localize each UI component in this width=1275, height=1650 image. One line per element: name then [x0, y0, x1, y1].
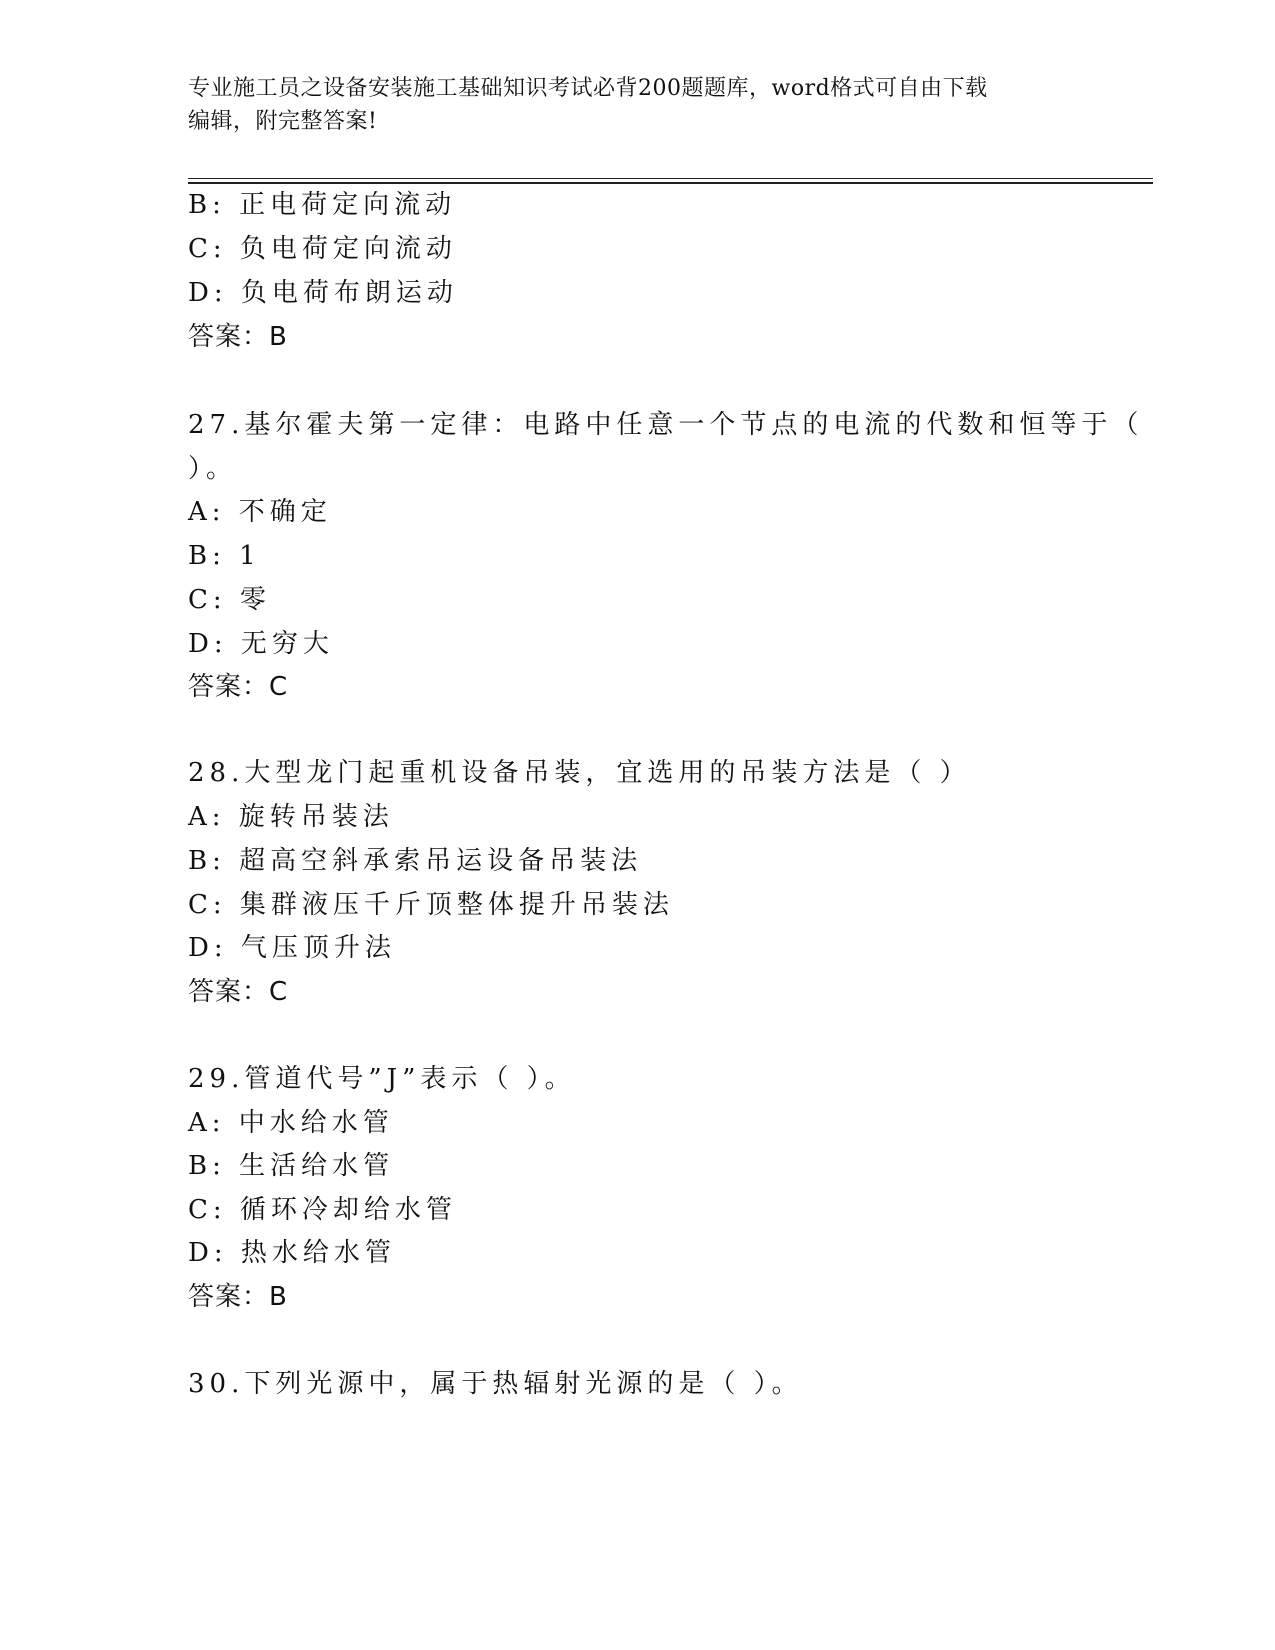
header-title-line-2: 编辑，附完整答案! [188, 109, 378, 134]
q26-option-c: C: 负电荷定向流动 [188, 234, 457, 264]
q29-answer: 答案：B [188, 1282, 288, 1312]
q28-option-c: C: 集群液压千斤顶整体提升吊装法 [188, 890, 674, 920]
q28-answer: 答案：C [188, 977, 289, 1007]
q27-option-b: B: 1 [188, 541, 261, 571]
q27-question-line-1: 27.基尔霍夫第一定律：电路中任意一个节点的电流的代数和恒等于（ [188, 410, 1144, 440]
q27-question-line-2: ）。 [188, 454, 238, 484]
q27-option-c: C: 零 [188, 585, 271, 615]
q28-question: 28.大型龙门起重机设备吊装，宜选用的吊装方法是（ ） [188, 758, 971, 788]
q28-option-d: D: 气压顶升法 [188, 933, 396, 963]
q29-question: 29.管道代号”J”表示（ ）。 [188, 1064, 576, 1094]
q26-answer: 答案：B [188, 322, 288, 352]
q30-question: 30.下列光源中，属于热辐射光源的是（ ）。 [188, 1369, 803, 1399]
header-title-line-1: 专业施工员之设备安装施工基础知识考试必背200题题库，word格式可自由下载 [188, 76, 988, 101]
header-divider [188, 178, 1153, 184]
q27-option-a: A: 不确定 [188, 497, 332, 527]
q28-option-a: A: 旋转吊装法 [188, 802, 394, 832]
q27-answer: 答案：C [188, 672, 289, 702]
q29-option-c: C: 循环冷却给水管 [188, 1195, 457, 1225]
q26-option-d: D: 负电荷布朗运动 [188, 278, 458, 308]
q29-option-d: D: 热水给水管 [188, 1238, 396, 1268]
q28-option-b: B: 超高空斜承索吊运设备吊装法 [188, 846, 643, 876]
document-header [188, 72, 1068, 138]
q29-option-b: B: 生活给水管 [188, 1151, 395, 1181]
q27-option-d: D: 无穷大 [188, 629, 334, 659]
q29-option-a: A: 中水给水管 [188, 1108, 394, 1138]
q26-option-b: B: 正电荷定向流动 [188, 190, 457, 220]
